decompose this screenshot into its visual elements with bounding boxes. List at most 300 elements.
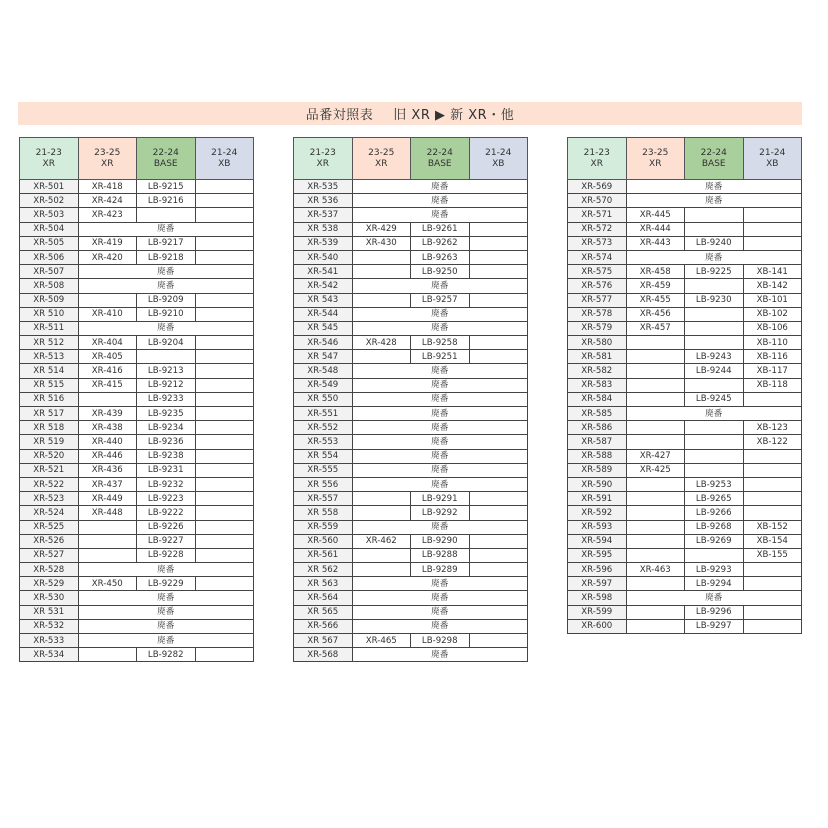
col-21-24-xb-cell <box>195 194 254 208</box>
old-part-number: XR-568 <box>294 648 353 662</box>
old-part-number: XR-520 <box>20 449 79 463</box>
header-line: XB <box>218 158 231 169</box>
col-21-24-xb-cell <box>743 222 802 236</box>
table-row <box>568 605 802 619</box>
col-22-24-base-cell: LB-9243 <box>685 350 744 364</box>
col-22-24-base-header <box>411 138 470 180</box>
table-row <box>294 194 528 208</box>
old-part-number: XR-522 <box>20 477 79 491</box>
table-row <box>294 563 528 577</box>
table-row <box>294 648 528 662</box>
table-row <box>20 407 254 421</box>
col-23-25-xr-cell: XR-465 <box>352 634 411 648</box>
header-row <box>20 138 254 180</box>
col-22-24-base-cell: LB-9297 <box>685 619 744 633</box>
col-23-25-xr-cell <box>352 293 411 307</box>
table-row <box>568 378 802 392</box>
header-line: 21-23 <box>35 147 62 158</box>
col-23-25-xr-cell: XR-462 <box>352 534 411 548</box>
table-row <box>568 492 802 506</box>
old-part-number: XR 517 <box>20 407 79 421</box>
table-row <box>294 222 528 236</box>
abolished-cell: 廃番 <box>352 392 528 406</box>
lookup-table-1 <box>19 137 254 662</box>
col-22-24-base-cell: LB-9238 <box>137 449 196 463</box>
old-part-number: XR-511 <box>20 321 79 335</box>
col-22-24-base-cell: LB-9253 <box>685 477 744 491</box>
col-23-25-xr-cell <box>78 548 137 562</box>
col-22-24-base-cell <box>685 222 744 236</box>
abolished-cell: 廃番 <box>352 648 528 662</box>
old-part-number: XR-573 <box>568 236 627 250</box>
abolished-cell: 廃番 <box>78 265 254 279</box>
col-23-25-xr-cell: XR-457 <box>626 321 685 335</box>
header-line: XB <box>492 158 505 169</box>
old-part-number: XR 562 <box>294 563 353 577</box>
col-22-24-base-cell: LB-9210 <box>137 307 196 321</box>
col-23-25-xr-cell: XR-458 <box>626 265 685 279</box>
col-22-24-base-cell <box>685 321 744 335</box>
abolished-cell: 廃番 <box>626 407 802 421</box>
header-row <box>568 138 802 180</box>
table-row <box>294 265 528 279</box>
col-22-24-base-cell: LB-9294 <box>685 577 744 591</box>
col-21-24-xb-cell <box>195 534 254 548</box>
col-21-24-xb-cell <box>195 307 254 321</box>
old-part-number: XR-544 <box>294 307 353 321</box>
old-part-number: XR-541 <box>294 265 353 279</box>
old-part-number: XR 516 <box>20 392 79 406</box>
col-21-24-xb-cell <box>195 449 254 463</box>
col-21-24-xb-cell <box>469 492 528 506</box>
abolished-cell: 廃番 <box>626 194 802 208</box>
col-22-24-base-cell: LB-9288 <box>411 548 470 562</box>
col-21-24-xb-cell: XB-116 <box>743 350 802 364</box>
lookup-table-3 <box>567 137 802 634</box>
col-23-25-xr-cell <box>626 350 685 364</box>
table-row <box>568 421 802 435</box>
old-part-number: XR-588 <box>568 449 627 463</box>
abolished-cell: 廃番 <box>352 307 528 321</box>
table-row <box>20 563 254 577</box>
col-23-25-xr-cell: XR-448 <box>78 506 137 520</box>
col-22-24-base-cell: LB-9261 <box>411 222 470 236</box>
old-part-number: XR 547 <box>294 350 353 364</box>
col-21-23-xr-header <box>568 138 627 180</box>
col-22-24-base-cell: LB-9235 <box>137 407 196 421</box>
table-row <box>294 350 528 364</box>
header-line: XR <box>590 158 603 169</box>
old-part-number: XR-581 <box>568 350 627 364</box>
old-part-number: XR-586 <box>568 421 627 435</box>
table-row <box>20 591 254 605</box>
abolished-cell: 廃番 <box>352 378 528 392</box>
col-21-24-xb-cell: XB-142 <box>743 279 802 293</box>
col-21-24-xb-cell: XB-118 <box>743 378 802 392</box>
col-22-24-base-cell: LB-9212 <box>137 378 196 392</box>
old-part-number: XR 512 <box>20 336 79 350</box>
old-part-number: XR-535 <box>294 180 353 194</box>
col-23-25-xr-cell <box>626 378 685 392</box>
col-22-24-base-cell: LB-9265 <box>685 492 744 506</box>
col-23-25-xr-cell: XR-418 <box>78 180 137 194</box>
table-row <box>20 634 254 648</box>
header-line: XR <box>649 158 662 169</box>
col-23-25-xr-cell <box>352 548 411 562</box>
abolished-cell: 廃番 <box>78 279 254 293</box>
col-21-24-xb-cell <box>743 236 802 250</box>
col-21-24-xb-cell: XB-101 <box>743 293 802 307</box>
table-row <box>568 577 802 591</box>
table-row <box>294 577 528 591</box>
table-row <box>294 321 528 335</box>
col-21-24-xb-header <box>469 138 528 180</box>
old-part-number: XR 514 <box>20 364 79 378</box>
table-row <box>20 520 254 534</box>
col-21-24-xb-cell <box>195 520 254 534</box>
old-part-number: XR-548 <box>294 364 353 378</box>
header-line: XR <box>101 158 114 169</box>
col-22-24-base-cell: LB-9227 <box>137 534 196 548</box>
col-21-24-xb-cell <box>469 236 528 250</box>
col-22-24-base-cell: LB-9266 <box>685 506 744 520</box>
old-part-number: XR-577 <box>568 293 627 307</box>
col-23-25-xr-cell: XR-455 <box>626 293 685 307</box>
table-row <box>568 321 802 335</box>
col-23-25-xr-cell <box>352 506 411 520</box>
col-21-24-xb-cell: XB-152 <box>743 520 802 534</box>
header-row <box>294 138 528 180</box>
col-23-25-xr-cell <box>626 492 685 506</box>
old-part-number: XR-551 <box>294 407 353 421</box>
abolished-cell: 廃番 <box>352 421 528 435</box>
table-row <box>20 534 254 548</box>
old-part-number: XR 543 <box>294 293 353 307</box>
table-row <box>568 591 802 605</box>
old-part-number: XR-555 <box>294 463 353 477</box>
header-line: 22-24 <box>152 147 179 158</box>
old-part-number: XR-596 <box>568 563 627 577</box>
old-part-number: XR-523 <box>20 492 79 506</box>
col-22-24-base-cell: LB-9204 <box>137 336 196 350</box>
table-row <box>20 208 254 222</box>
table-row <box>294 378 528 392</box>
abolished-cell: 廃番 <box>78 605 254 619</box>
col-21-24-xb-cell <box>469 350 528 364</box>
col-21-24-xb-cell <box>195 548 254 562</box>
old-part-number: XR-579 <box>568 321 627 335</box>
abolished-cell: 廃番 <box>352 208 528 222</box>
table-row <box>568 194 802 208</box>
col-21-24-xb-cell <box>195 577 254 591</box>
old-part-number: XR-572 <box>568 222 627 236</box>
col-21-24-xb-cell: XB-117 <box>743 364 802 378</box>
col-21-24-xb-cell <box>743 605 802 619</box>
table-row <box>20 307 254 321</box>
col-22-24-base-cell: LB-9216 <box>137 194 196 208</box>
col-23-25-xr-cell: XR-419 <box>78 236 137 250</box>
col-22-24-base-cell <box>685 336 744 350</box>
table-row <box>20 619 254 633</box>
col-23-25-xr-header <box>352 138 411 180</box>
col-22-24-base-cell: LB-9209 <box>137 293 196 307</box>
col-23-25-xr-cell: XR-429 <box>352 222 411 236</box>
table-row <box>20 180 254 194</box>
col-21-24-xb-cell <box>195 421 254 435</box>
table-row <box>294 591 528 605</box>
col-22-24-base-cell: LB-9257 <box>411 293 470 307</box>
col-22-24-base-cell <box>685 548 744 562</box>
table-row <box>568 463 802 477</box>
col-21-24-xb-cell <box>743 577 802 591</box>
table-row <box>568 180 802 194</box>
col-23-25-xr-cell <box>626 392 685 406</box>
table-row <box>20 392 254 406</box>
table-row <box>294 421 528 435</box>
old-part-number: XR-595 <box>568 548 627 562</box>
col-22-24-base-cell: LB-9245 <box>685 392 744 406</box>
table-row <box>568 435 802 449</box>
old-part-number: XR-589 <box>568 463 627 477</box>
old-part-number: XR-593 <box>568 520 627 534</box>
col-23-25-xr-cell: XR-436 <box>78 463 137 477</box>
col-22-24-base-cell: LB-9215 <box>137 180 196 194</box>
col-22-24-base-cell: LB-9296 <box>685 605 744 619</box>
col-21-24-xb-cell <box>195 236 254 250</box>
table-row <box>294 520 528 534</box>
old-part-number: XR-503 <box>20 208 79 222</box>
col-21-24-xb-cell: XB-154 <box>743 534 802 548</box>
col-22-24-base-cell <box>685 279 744 293</box>
table-row <box>568 293 802 307</box>
col-21-24-xb-cell <box>195 506 254 520</box>
old-part-number: XR-526 <box>20 534 79 548</box>
col-21-24-xb-cell <box>743 477 802 491</box>
col-22-24-base-cell <box>137 208 196 222</box>
col-23-25-xr-cell: XR-405 <box>78 350 137 364</box>
col-23-25-xr-cell: XR-428 <box>352 336 411 350</box>
col-22-24-base-cell: LB-9292 <box>411 506 470 520</box>
old-part-number: XR-571 <box>568 208 627 222</box>
col-21-23-xr-header <box>20 138 79 180</box>
old-part-number: XR 563 <box>294 577 353 591</box>
col-22-24-base-cell: LB-9291 <box>411 492 470 506</box>
col-23-25-xr-cell: XR-427 <box>626 449 685 463</box>
old-part-number: XR-585 <box>568 407 627 421</box>
old-part-number: XR-525 <box>20 520 79 534</box>
header-line: 22-24 <box>700 147 727 158</box>
abolished-cell: 廃番 <box>352 364 528 378</box>
col-21-24-xb-cell <box>743 463 802 477</box>
title-main: 品番対照表 <box>305 108 374 123</box>
table-row <box>20 378 254 392</box>
table-row <box>294 605 528 619</box>
col-21-24-xb-header <box>195 138 254 180</box>
header-line: BASE <box>427 158 452 169</box>
col-22-24-base-cell: LB-9229 <box>137 577 196 591</box>
col-23-25-xr-cell <box>626 421 685 435</box>
old-part-number: XR-532 <box>20 619 79 633</box>
col-22-24-base-cell: LB-9225 <box>685 265 744 279</box>
abolished-cell: 廃番 <box>352 279 528 293</box>
old-part-number: XR-566 <box>294 619 353 633</box>
table-row <box>20 577 254 591</box>
header-line: 23-25 <box>368 147 395 158</box>
abolished-cell: 廃番 <box>626 591 802 605</box>
old-part-number: XR-506 <box>20 250 79 264</box>
col-22-24-base-cell: LB-9290 <box>411 534 470 548</box>
col-23-25-xr-cell: XR-415 <box>78 378 137 392</box>
old-part-number: XR-533 <box>20 634 79 648</box>
header-line: 23-25 <box>642 147 669 158</box>
table-row <box>20 605 254 619</box>
header-line: XB <box>766 158 779 169</box>
table-row <box>20 350 254 364</box>
header-line: 23-25 <box>94 147 121 158</box>
col-23-25-xr-cell <box>626 577 685 591</box>
old-part-number: XR-528 <box>20 563 79 577</box>
col-21-24-xb-cell <box>469 265 528 279</box>
title-sub: 旧 XR ▶ 新 XR・他 <box>393 108 515 123</box>
col-23-25-xr-cell: XR-438 <box>78 421 137 435</box>
table-row <box>294 180 528 194</box>
col-22-24-base-header <box>137 138 196 180</box>
col-21-24-xb-header <box>743 138 802 180</box>
old-part-number: XR-540 <box>294 250 353 264</box>
table-row <box>568 208 802 222</box>
col-23-25-xr-cell: XR-420 <box>78 250 137 264</box>
col-23-25-xr-cell <box>78 534 137 548</box>
col-22-24-base-cell: LB-9289 <box>411 563 470 577</box>
col-21-24-xb-cell: XB-141 <box>743 265 802 279</box>
col-21-24-xb-cell <box>469 506 528 520</box>
header-line: 21-24 <box>485 147 512 158</box>
table-row <box>20 449 254 463</box>
col-22-24-base-cell: LB-9268 <box>685 520 744 534</box>
col-23-25-xr-cell: XR-410 <box>78 307 137 321</box>
table-row <box>294 208 528 222</box>
col-23-25-xr-cell: XR-456 <box>626 307 685 321</box>
abolished-cell: 廃番 <box>352 194 528 208</box>
col-22-24-base-cell: LB-9263 <box>411 250 470 264</box>
old-part-number: XR-599 <box>568 605 627 619</box>
old-part-number: XR-587 <box>568 435 627 449</box>
col-22-24-base-cell <box>685 378 744 392</box>
old-part-number: XR-513 <box>20 350 79 364</box>
table-row <box>568 520 802 534</box>
old-part-number: XR 518 <box>20 421 79 435</box>
abolished-cell: 廃番 <box>352 321 528 335</box>
old-part-number: XR-560 <box>294 534 353 548</box>
col-23-25-xr-cell <box>626 520 685 534</box>
abolished-cell: 廃番 <box>78 634 254 648</box>
table-row <box>294 293 528 307</box>
old-part-number: XR-542 <box>294 279 353 293</box>
old-part-number: XR-521 <box>20 463 79 477</box>
table-row <box>568 449 802 463</box>
col-21-24-xb-cell <box>195 378 254 392</box>
col-23-25-xr-cell: XR-423 <box>78 208 137 222</box>
abolished-cell: 廃番 <box>352 449 528 463</box>
table-row <box>294 506 528 520</box>
old-part-number: XR 556 <box>294 477 353 491</box>
table-row <box>20 477 254 491</box>
old-part-number: XR-539 <box>294 236 353 250</box>
col-23-25-xr-cell <box>352 265 411 279</box>
old-part-number: XR-575 <box>568 265 627 279</box>
col-22-24-base-header <box>685 138 744 180</box>
col-22-24-base-cell: LB-9262 <box>411 236 470 250</box>
col-21-24-xb-cell <box>195 336 254 350</box>
col-23-25-xr-cell <box>352 563 411 577</box>
col-21-24-xb-cell <box>195 407 254 421</box>
table-row <box>568 265 802 279</box>
col-22-24-base-cell: LB-9217 <box>137 236 196 250</box>
abolished-cell: 廃番 <box>626 250 802 264</box>
col-22-24-base-cell: LB-9231 <box>137 463 196 477</box>
old-part-number: XR-600 <box>568 619 627 633</box>
col-21-23-xr-header <box>294 138 353 180</box>
table-row <box>20 421 254 435</box>
table-row <box>20 250 254 264</box>
col-23-25-xr-cell <box>626 364 685 378</box>
col-22-24-base-cell: LB-9232 <box>137 477 196 491</box>
col-21-24-xb-cell <box>195 180 254 194</box>
col-21-24-xb-cell <box>469 548 528 562</box>
table-row <box>568 364 802 378</box>
old-part-number: XR-597 <box>568 577 627 591</box>
col-21-24-xb-cell <box>195 492 254 506</box>
table-row <box>568 563 802 577</box>
old-part-number: XR-578 <box>568 307 627 321</box>
col-21-24-xb-cell <box>743 392 802 406</box>
header-line: 22-24 <box>426 147 453 158</box>
old-part-number: XR-509 <box>20 293 79 307</box>
old-part-number: XR-530 <box>20 591 79 605</box>
col-21-24-xb-cell: XB-122 <box>743 435 802 449</box>
col-21-24-xb-cell <box>195 250 254 264</box>
table-row <box>568 250 802 264</box>
col-22-24-base-cell: LB-9222 <box>137 506 196 520</box>
table-row <box>568 506 802 520</box>
col-22-24-base-cell: LB-9282 <box>137 648 196 662</box>
old-part-number: XR-591 <box>568 492 627 506</box>
col-21-24-xb-cell: XB-106 <box>743 321 802 335</box>
table-row <box>20 435 254 449</box>
table-row <box>568 407 802 421</box>
col-22-24-base-cell <box>137 350 196 364</box>
old-part-number: XR-552 <box>294 421 353 435</box>
col-21-24-xb-cell <box>195 350 254 364</box>
table-row <box>294 336 528 350</box>
table-row <box>20 265 254 279</box>
table-row <box>20 548 254 562</box>
abolished-cell: 廃番 <box>352 520 528 534</box>
old-part-number: XR-502 <box>20 194 79 208</box>
col-22-24-base-cell: LB-9218 <box>137 250 196 264</box>
table-row <box>568 392 802 406</box>
abolished-cell: 廃番 <box>352 463 528 477</box>
col-22-24-base-cell: LB-9223 <box>137 492 196 506</box>
old-part-number: XR-507 <box>20 265 79 279</box>
table-row <box>294 392 528 406</box>
header-line: 21-23 <box>583 147 610 158</box>
old-part-number: XR-583 <box>568 378 627 392</box>
abolished-cell: 廃番 <box>78 321 254 335</box>
col-22-24-base-cell: LB-9240 <box>685 236 744 250</box>
abolished-cell: 廃番 <box>352 605 528 619</box>
table-row <box>294 407 528 421</box>
